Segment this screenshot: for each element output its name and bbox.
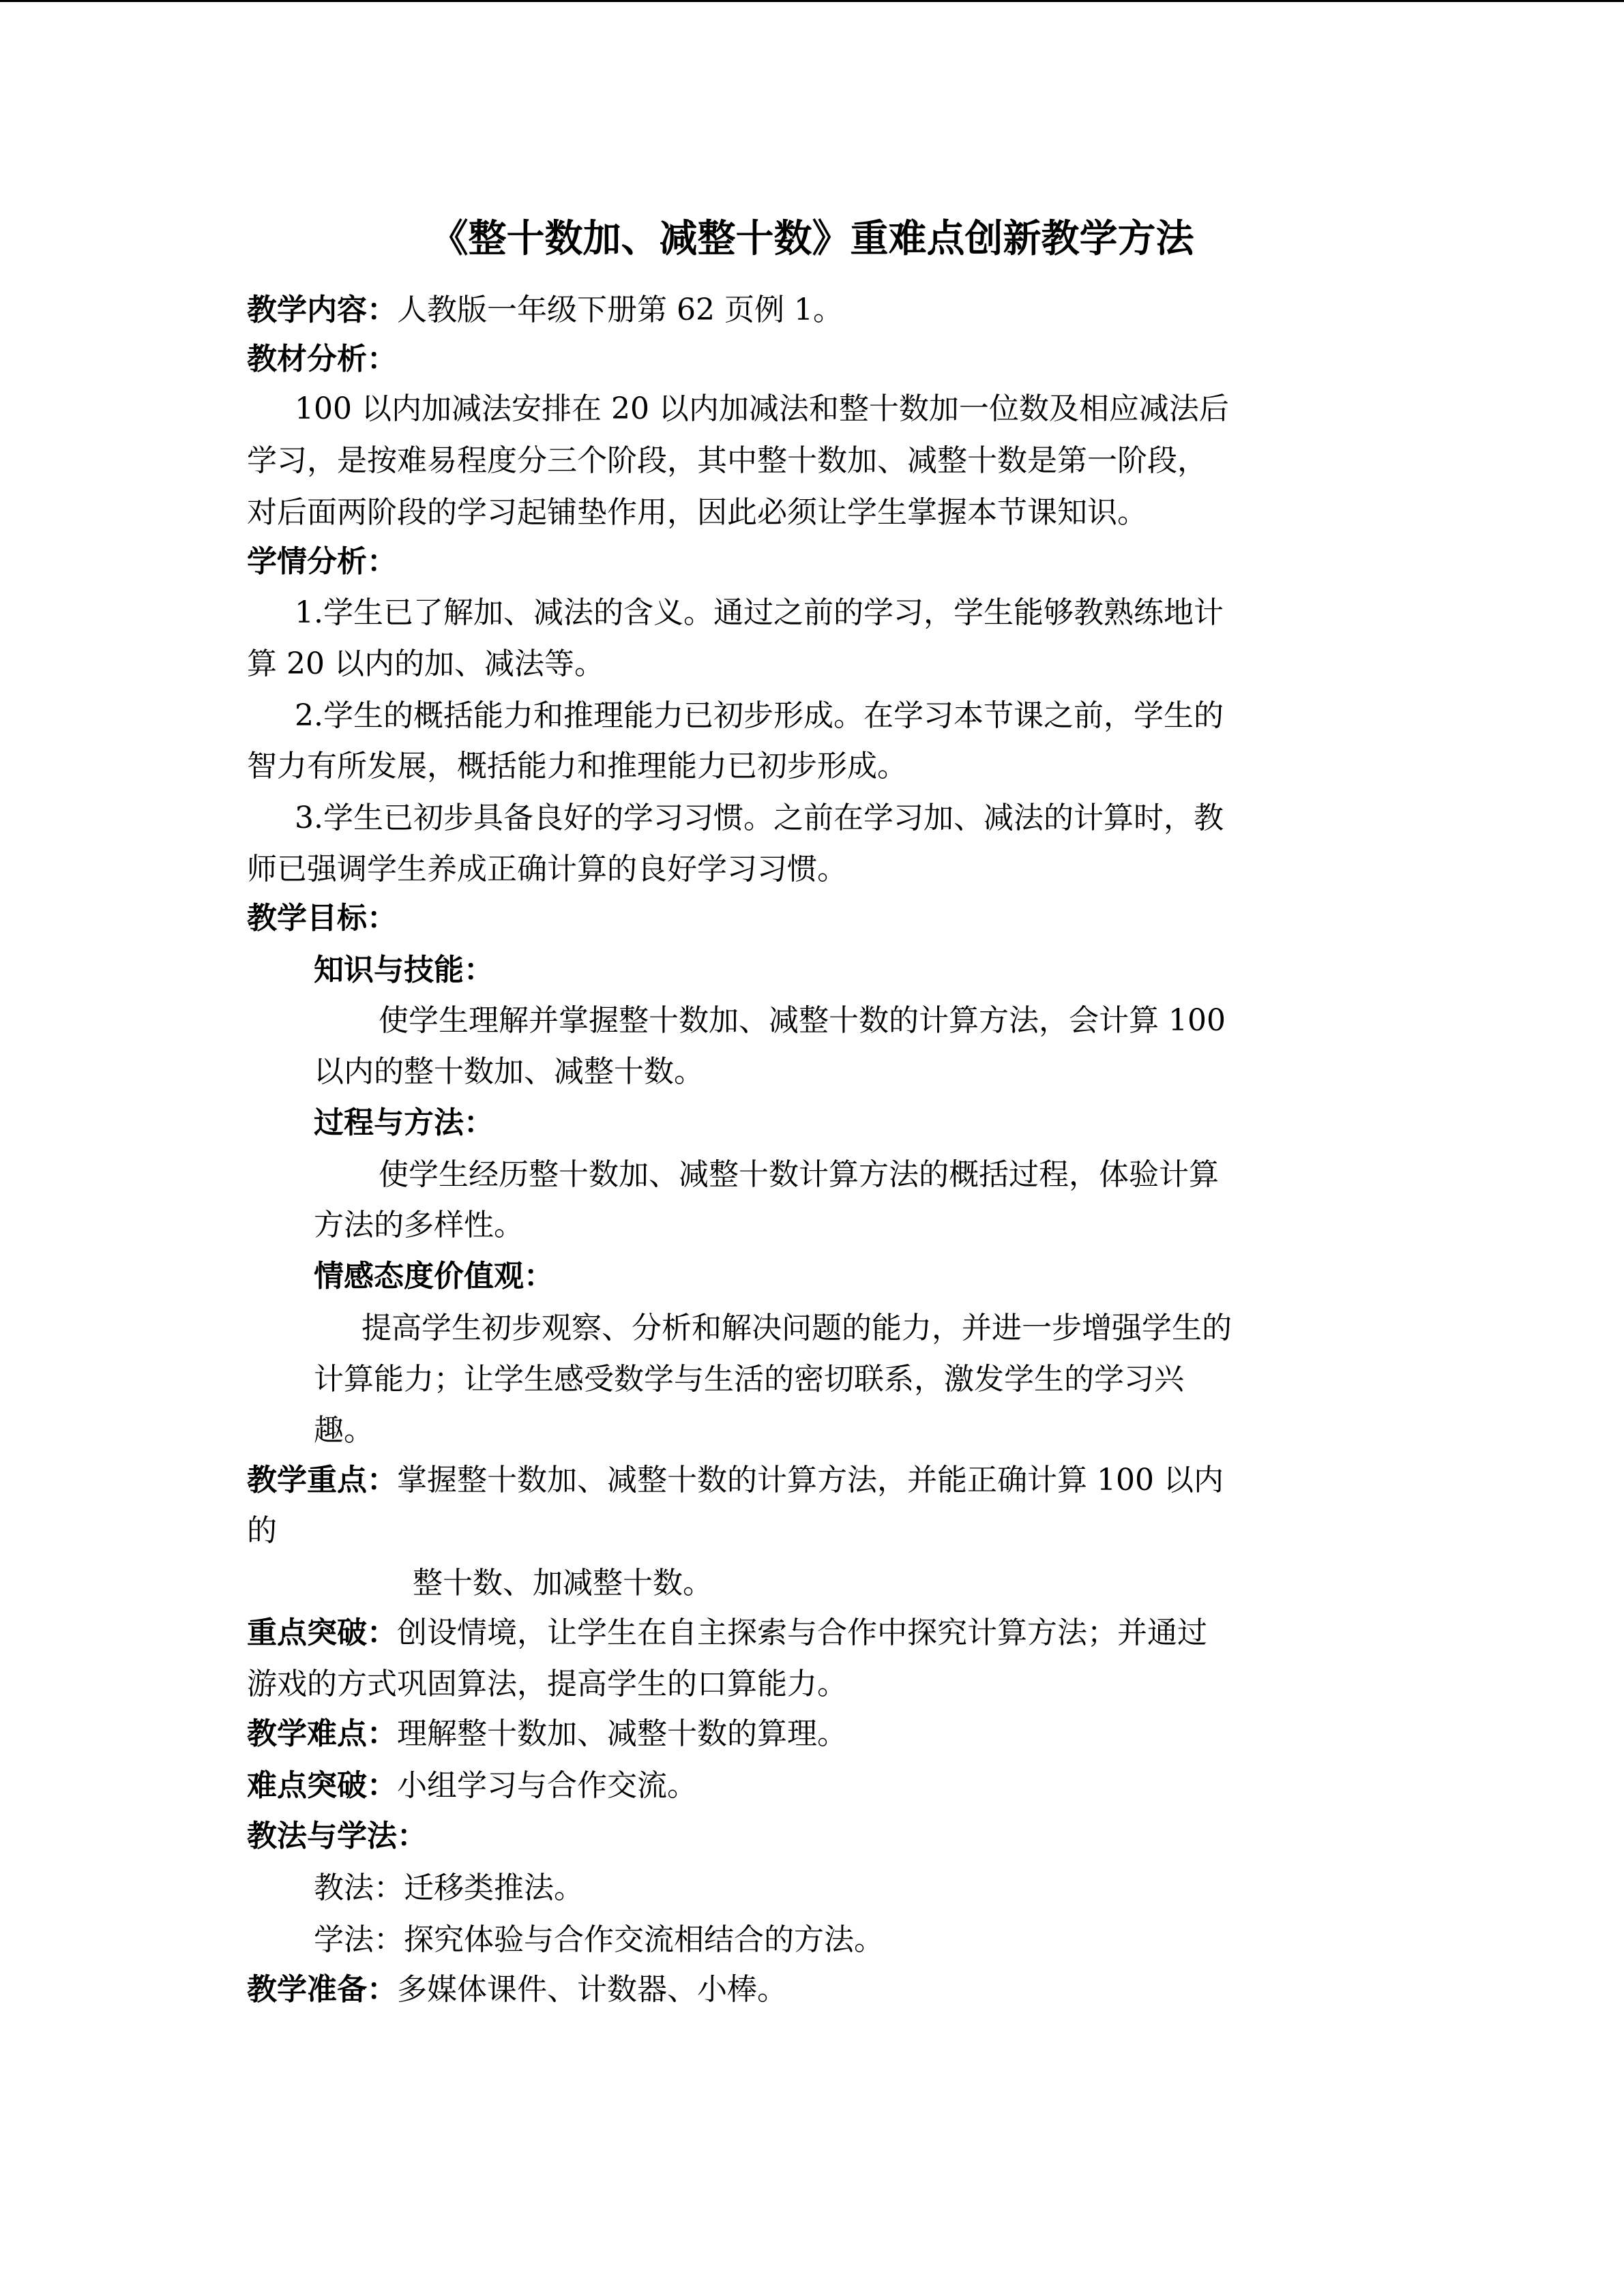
emotion-line-1: 提高学生初步观察、分析和解决问题的能力，并进一步增强学生的 bbox=[361, 1311, 1232, 1345]
prep-line: 教学准备：多媒体课件、计数器、小棒。 bbox=[247, 1972, 787, 2007]
students-line-5: 3.学生已初步具备良好的学习习惯。之前在学习加、减法的计算时，教 bbox=[295, 801, 1224, 835]
diffbreak-line: 难点突破：小组学习与合作交流。 bbox=[247, 1768, 697, 1803]
difficulty-line: 教学难点：理解整十数加、减整十数的算理。 bbox=[247, 1716, 847, 1751]
students-line-4: 智力有所发展，概括能力和推理能力已初步形成。 bbox=[247, 749, 907, 784]
keypoint-label: 教学重点： bbox=[247, 1463, 397, 1497]
keybreak-label: 重点突破： bbox=[247, 1615, 397, 1650]
keypoint-line-2: 的 bbox=[247, 1513, 277, 1548]
prep-label: 教学准备： bbox=[247, 1972, 397, 2007]
knowledge-line-1: 使学生理解并掌握整十数加、减整十数的计算方法，会计算 100 bbox=[379, 1003, 1226, 1038]
keybreak-line-1: 重点突破：创设情境，让学生在自主探索与合作中探究计算方法；并通过 bbox=[247, 1615, 1207, 1650]
emotion-line-3: 趣。 bbox=[314, 1413, 374, 1448]
keybreak-line-2: 游戏的方式巩固算法，提高学生的口算能力。 bbox=[247, 1667, 847, 1701]
content-text: 人教版一年级下册第 62 页例 1。 bbox=[397, 293, 843, 327]
keypoint-line-3: 整十数、加减整十数。 bbox=[413, 1566, 713, 1600]
process-line-1: 使学生经历整十数加、减整十数计算方法的概括过程，体验计算 bbox=[379, 1157, 1219, 1192]
difficulty-label: 教学难点： bbox=[247, 1716, 397, 1751]
material-line-3: 对后面两阶段的学习起铺垫作用，因此必须让学生掌握本节课知识。 bbox=[247, 495, 1147, 530]
top-border-line bbox=[0, 0, 1624, 2]
keypoint-line-1: 教学重点：掌握整十数加、减整十数的计算方法，并能正确计算 100 以内 bbox=[247, 1463, 1224, 1497]
knowledge-label: 知识与技能： bbox=[314, 953, 494, 987]
material-line-1: 100 以内加减法安排在 20 以内加减法和整十数加一位数及相应减法后 bbox=[295, 391, 1229, 426]
emotion-label: 情感态度价值观： bbox=[314, 1259, 554, 1294]
diffbreak-label: 难点突破： bbox=[247, 1768, 397, 1803]
process-line-2: 方法的多样性。 bbox=[314, 1208, 524, 1242]
methods-teaching: 教法：迁移类推法。 bbox=[314, 1870, 584, 1905]
students-line-1: 1.学生已了解加、减法的含义。通过之前的学习，学生能够教熟练地计 bbox=[295, 595, 1224, 630]
content-label: 教学内容： bbox=[247, 293, 397, 327]
content-line bbox=[247, 290, 843, 331]
goals-heading: 教学目标： bbox=[247, 901, 397, 936]
students-line-2: 算 20 以内的加、减法等。 bbox=[247, 646, 604, 681]
document-title: 《整十数加、减整十数》重难点创新教学方法 bbox=[430, 216, 1194, 261]
process-label: 过程与方法： bbox=[314, 1105, 494, 1140]
students-heading: 学情分析： bbox=[247, 544, 397, 579]
material-line-2: 学习，是按难易程度分三个阶段，其中整十数加、减整十数是第一阶段， bbox=[247, 443, 1207, 478]
students-line-6: 师已强调学生养成正确计算的良好学习习惯。 bbox=[247, 852, 847, 886]
knowledge-line-2: 以内的整十数加、减整十数。 bbox=[314, 1054, 704, 1089]
material-heading: 教材分析： bbox=[247, 342, 397, 376]
emotion-line-2: 计算能力；让学生感受数学与生活的密切联系，激发学生的学习兴 bbox=[314, 1362, 1184, 1397]
methods-heading: 教法与学法： bbox=[247, 1819, 427, 1853]
students-line-3: 2.学生的概括能力和推理能力已初步形成。在学习本节课之前，学生的 bbox=[295, 698, 1224, 733]
methods-learning: 学法：探究体验与合作交流相结合的方法。 bbox=[314, 1922, 884, 1957]
